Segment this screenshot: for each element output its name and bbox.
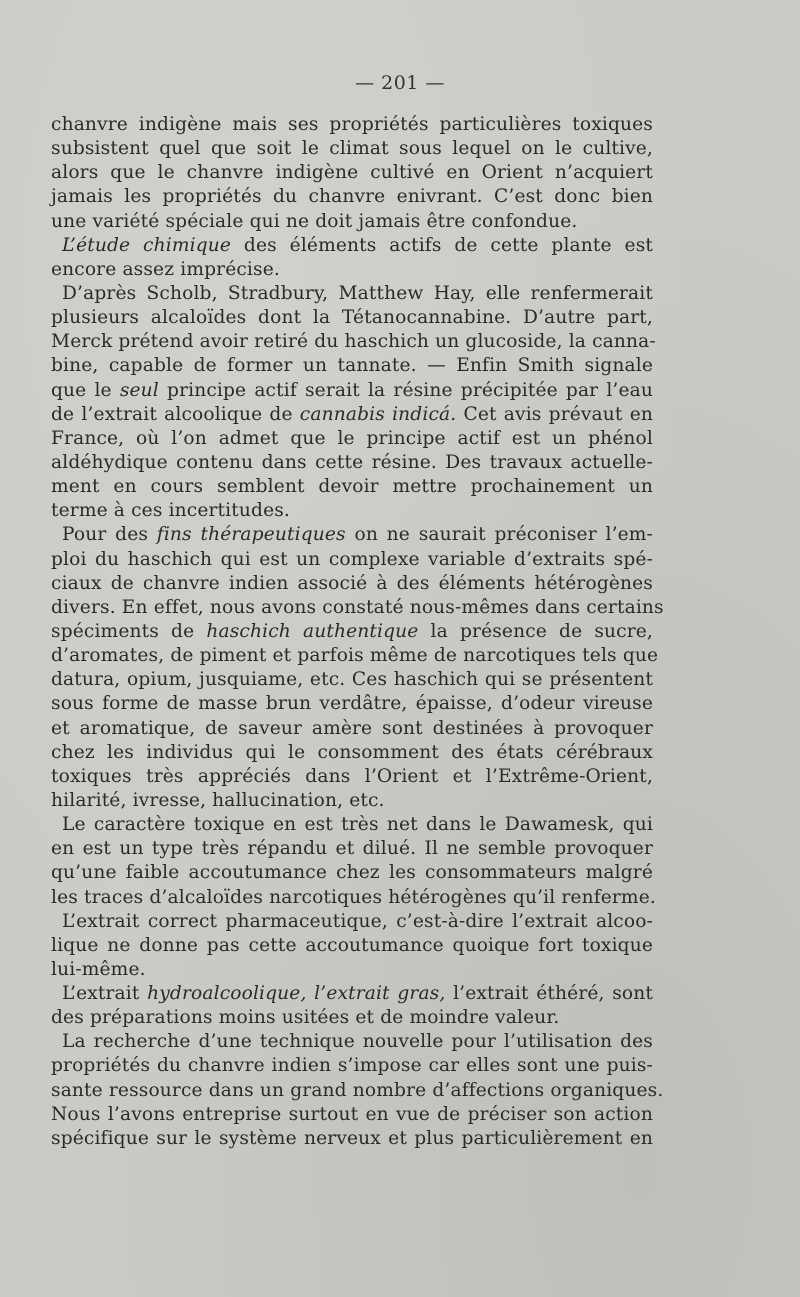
text-line: France, où l’on admet que le principe actif est un phénol xyxy=(51,427,653,449)
text-line: plusieurs alcaloïdes dont la Tétanocannabine. D’autre part, xyxy=(51,307,653,329)
text-line xyxy=(51,620,653,644)
italic-text: L’étude chimique xyxy=(62,234,232,256)
text-line: ciaux de chanvre indien associé à des éléments hétérogènes xyxy=(51,572,653,594)
text-line: La recherche d’une technique nouvelle pour l’utilisation des xyxy=(62,1031,653,1053)
italic-text: haschich authentique xyxy=(206,620,419,642)
text-run: Cet avis prévaut en xyxy=(456,403,653,425)
text-run: principe actif serait la résine précipitée par l’eau xyxy=(158,379,654,401)
text-run: Pour des xyxy=(62,524,157,546)
text-line: en est un type très répandu et dilué. Il ne semble provoquer xyxy=(51,838,653,860)
text-run: des éléments actifs de cette plante est xyxy=(231,234,654,256)
text-line: les traces d’alcaloïdes narcotiques hétérogènes qu’il renferme. xyxy=(51,886,656,908)
text-line: ploi du haschich qui est un complexe variable d’extraits spé- xyxy=(51,548,653,570)
text-line: sous forme de masse brun verdâtre, épaisse, d’odeur vireuse xyxy=(51,693,653,715)
text-line: qu’une faible accoutumance chez les consommateurs malgré xyxy=(51,862,653,884)
text-run: l’extrait éthéré, sont xyxy=(445,983,653,1005)
text-line: L’extrait correct pharmaceutique, c’est-à-dire l’extrait alcoo- xyxy=(62,910,653,932)
page-number: — 201 — xyxy=(355,72,445,94)
text-line: et aromatique, de saveur amère sont destinées à provoquer xyxy=(51,717,653,739)
text-line: Le caractère toxique en est très net dans le Dawamesk, qui xyxy=(62,814,653,836)
text-line: sante ressource dans un grand nombre d’affections organiques. xyxy=(51,1079,664,1101)
text-line: terme à ces incertitudes. xyxy=(51,500,290,522)
text-line: chanvre indigène mais ses propriétés particulières toxiques xyxy=(51,114,653,135)
text-line: des préparations moins usitées et de moindre valeur. xyxy=(51,1007,560,1029)
text-run: L’extrait xyxy=(62,983,148,1005)
text-line: lique ne donne pas cette accoutumance quoique fort toxique xyxy=(51,934,653,956)
text-line: bine, capable de former un tannate. — Enfin Smith signale xyxy=(51,355,653,377)
text-line: chez les individus qui le consomment des états cérébraux xyxy=(51,741,653,763)
italic-text: cannabis indicá. xyxy=(299,403,457,425)
text-line xyxy=(51,234,653,258)
text-line: spécifique sur le système nerveux et plus particulièrement en xyxy=(51,1127,653,1149)
text-run: spéciments de xyxy=(51,620,207,642)
body-text xyxy=(51,113,664,1151)
text-line: aldéhydique contenu dans cette résine. Des travaux actuelle- xyxy=(51,451,653,473)
text-line: divers. En effet, nous avons constaté nous-mêmes dans certains xyxy=(51,596,664,618)
text-line: encore assez imprécise. xyxy=(51,258,280,280)
text-line: datura, opium, jusquiame, etc. Ces haschich qui se présentent xyxy=(51,669,653,691)
text-run: la présence de sucre, xyxy=(418,620,653,642)
text-line: ment en cours semblent devoir mettre prochainement un xyxy=(51,476,653,498)
text-line: D’après Scholb, Stradbury, Matthew Hay, elle renfermerait xyxy=(62,282,653,304)
italic-text: hydroalcoolique, l’extrait gras, xyxy=(147,983,446,1005)
text-line: toxiques très appréciés dans l’Orient et l’Extrême-Orient, xyxy=(51,765,653,787)
text-line: hilarité, ivresse, hallucination, etc. xyxy=(51,789,385,811)
text-line: subsistent quel que soit le climat sous lequel on le cultive, xyxy=(51,138,653,160)
text-run: on ne saurait préconiser l’em- xyxy=(345,524,653,546)
text-line: Nous l’avons entreprise surtout en vue de préciser son action xyxy=(51,1103,653,1125)
text-line: lui-même. xyxy=(51,958,146,980)
text-line xyxy=(51,523,653,547)
text-run: que le xyxy=(51,379,120,401)
text-line: d’aromates, de piment et parfois même de narcotiques tels que xyxy=(51,645,659,667)
text-line: une variété spéciale qui ne doit jamais être confondue. xyxy=(51,210,578,232)
italic-text: seul xyxy=(119,379,159,401)
text-line xyxy=(51,379,653,403)
text-line xyxy=(51,403,653,427)
text-line: propriétés du chanvre indien s’impose car elles sont une puis- xyxy=(51,1055,653,1077)
text-line: alors que le chanvre indigène cultivé en Orient n’acquiert xyxy=(51,162,653,184)
text-line: jamais les propriétés du chanvre enivrant. C’est donc bien xyxy=(51,186,653,208)
italic-text: fins thérapeutiques xyxy=(156,524,346,546)
text-line xyxy=(51,982,653,1006)
text-run: de l’extrait alcoolique de xyxy=(51,403,300,425)
text-line: Merck prétend avoir retiré du haschich un glucoside, la canna- xyxy=(51,331,656,353)
